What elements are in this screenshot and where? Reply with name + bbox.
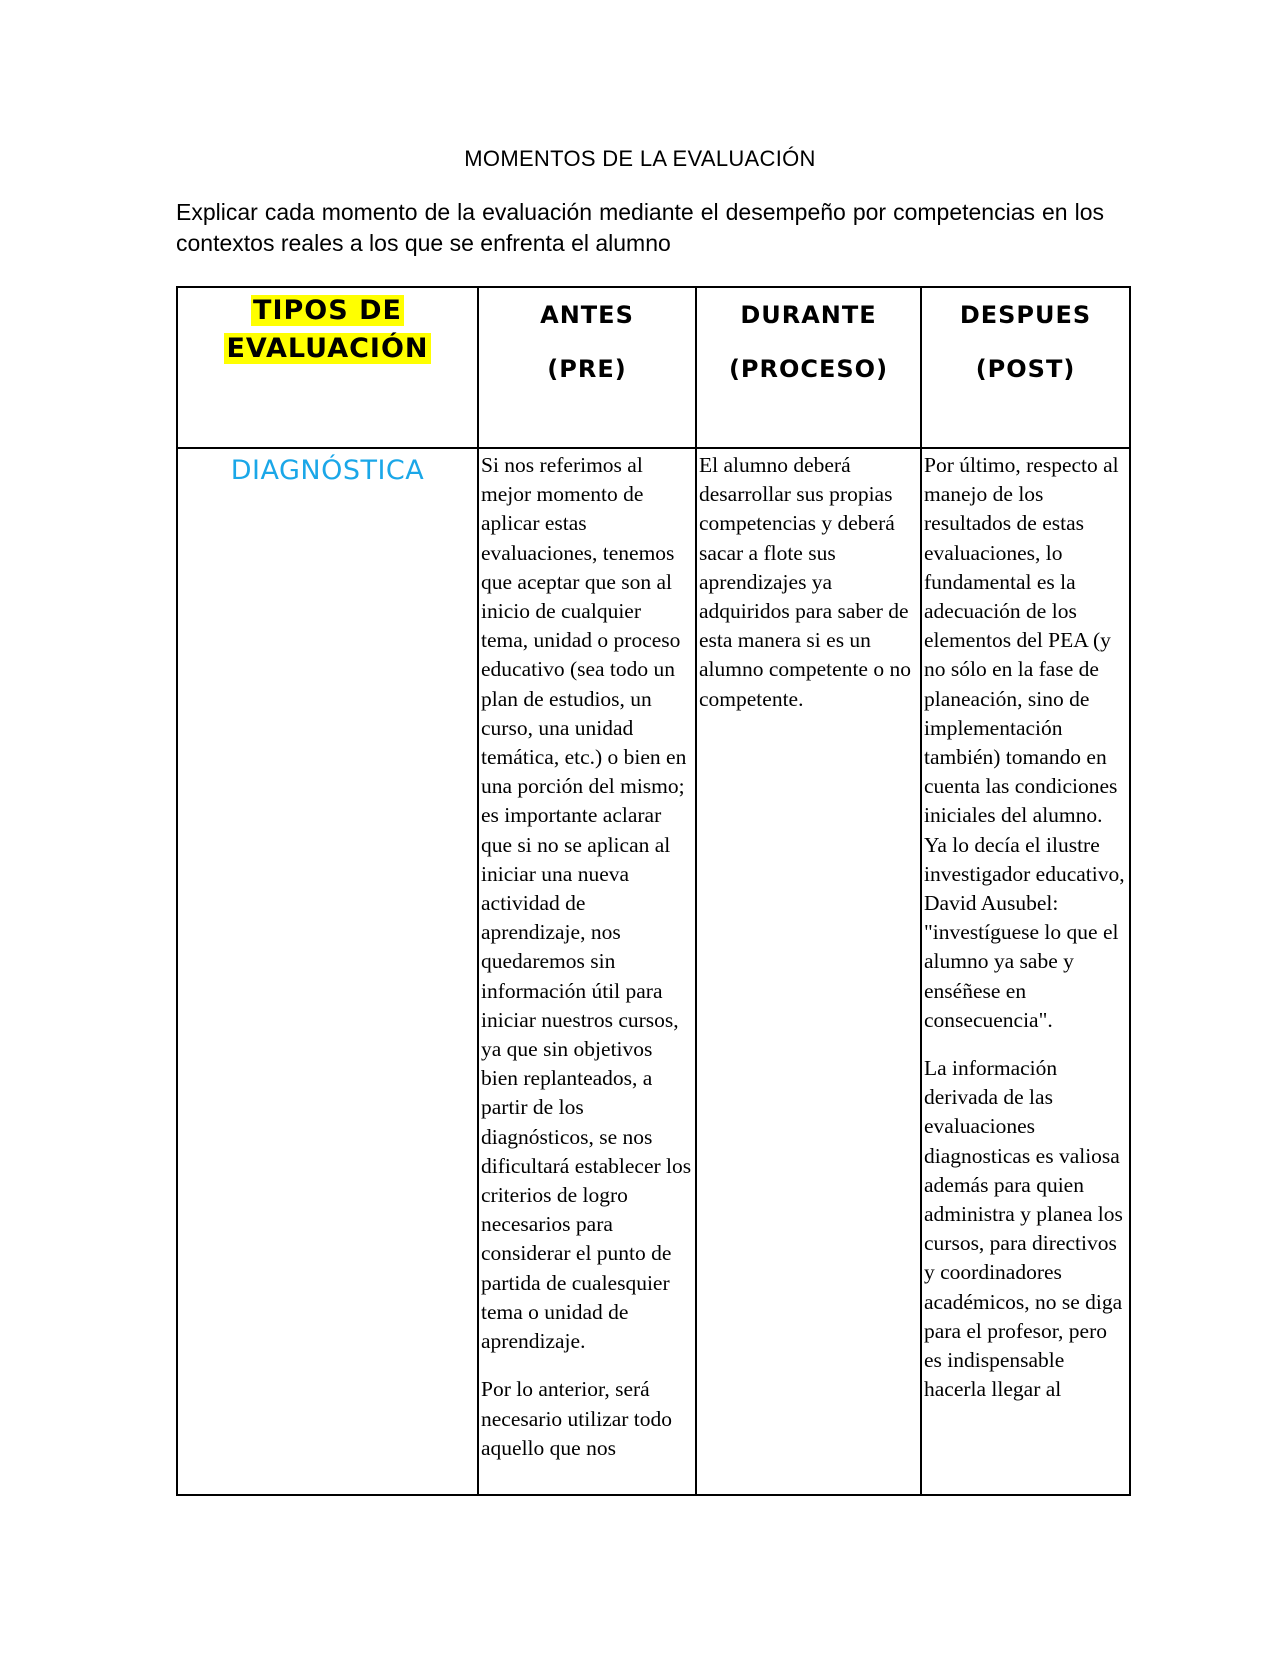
despues-cell	[921, 448, 1130, 1495]
table-header-row	[177, 287, 1130, 448]
header-antes: ANTES	[540, 301, 634, 329]
type-cell	[177, 448, 478, 1495]
header-durante: DURANTE	[740, 301, 877, 329]
header-durante-sub: (PROCESO)	[728, 355, 889, 383]
type-diagnostica: DIAGNÓSTICA	[230, 455, 425, 486]
header-types-line1: TIPOS DE	[253, 295, 402, 326]
despues-paragraph-2: La información derivada de las evaluaciones diagnosticas es valiosa además para quien administra y planea los cursos, para directivos y coordinadores académicos, no se diga para el profesor, pero es indispensable hacerla llegar al	[924, 1056, 1123, 1402]
header-despues: DESPUES	[959, 301, 1092, 329]
durante-cell	[696, 448, 921, 1495]
intro-paragraph: Explicar cada momento de la evaluación mediante el desempeño por competencias en los contextos reales a los que se enfrenta el alumno	[176, 199, 1104, 256]
antes-paragraph-2: Por lo anterior, será necesario utilizar todo aquello que nos	[481, 1377, 673, 1460]
antes-cell	[478, 448, 696, 1495]
header-despues-cell	[921, 287, 1130, 448]
durante-paragraph-1: El alumno deberá desarrollar sus propias competencias y deberá sacar a flote sus aprendizajes ya adquiridos para saber de esta manera si es un alumno competente o no competente.	[699, 453, 911, 711]
page-title: MOMENTOS DE LA EVALUACIÓN	[464, 146, 816, 171]
header-antes-sub: (PRE)	[547, 355, 627, 383]
header-durante-cell	[696, 287, 921, 448]
despues-paragraph-1: Por último, respecto al manejo de los resultados de estas evaluaciones, lo fundamental es la adecuación de los elementos del PEA (y no sólo en la fase de planeación, sino de implementación también) tomando en cuenta las condiciones iniciales del alumno. Ya lo decía el ilustre investigador educativo, David Ausubel: "investíguese lo que el alumno ya sabe y enséñese en consecuencia".	[924, 453, 1125, 1032]
header-antes-cell	[478, 287, 696, 448]
header-despues-sub: (POST)	[975, 355, 1076, 383]
header-types-cell	[177, 287, 478, 448]
evaluation-table	[176, 286, 1131, 1496]
header-types-line2: EVALUACIÓN	[226, 333, 429, 364]
antes-paragraph-1: Si nos referimos al mejor momento de aplicar estas evaluaciones, tenemos que aceptar que son al inicio de cualquier tema, unidad o proceso educativo (sea todo un plan de estudios, un curso, una unidad temática, etc.) o bien en una porción del mismo; es importante aclarar que si no se aplican al iniciar una nueva actividad de aprendizaje, nos quedaremos sin información útil para iniciar nuestros cursos, ya que sin objetivos bien replanteados, a partir de los diagnósticos, se nos dificultará establecer los criterios de logro necesarios para considerar el punto de partida de cualesquier tema o unidad de aprendizaje.	[481, 453, 692, 1354]
table-row	[177, 448, 1130, 1495]
